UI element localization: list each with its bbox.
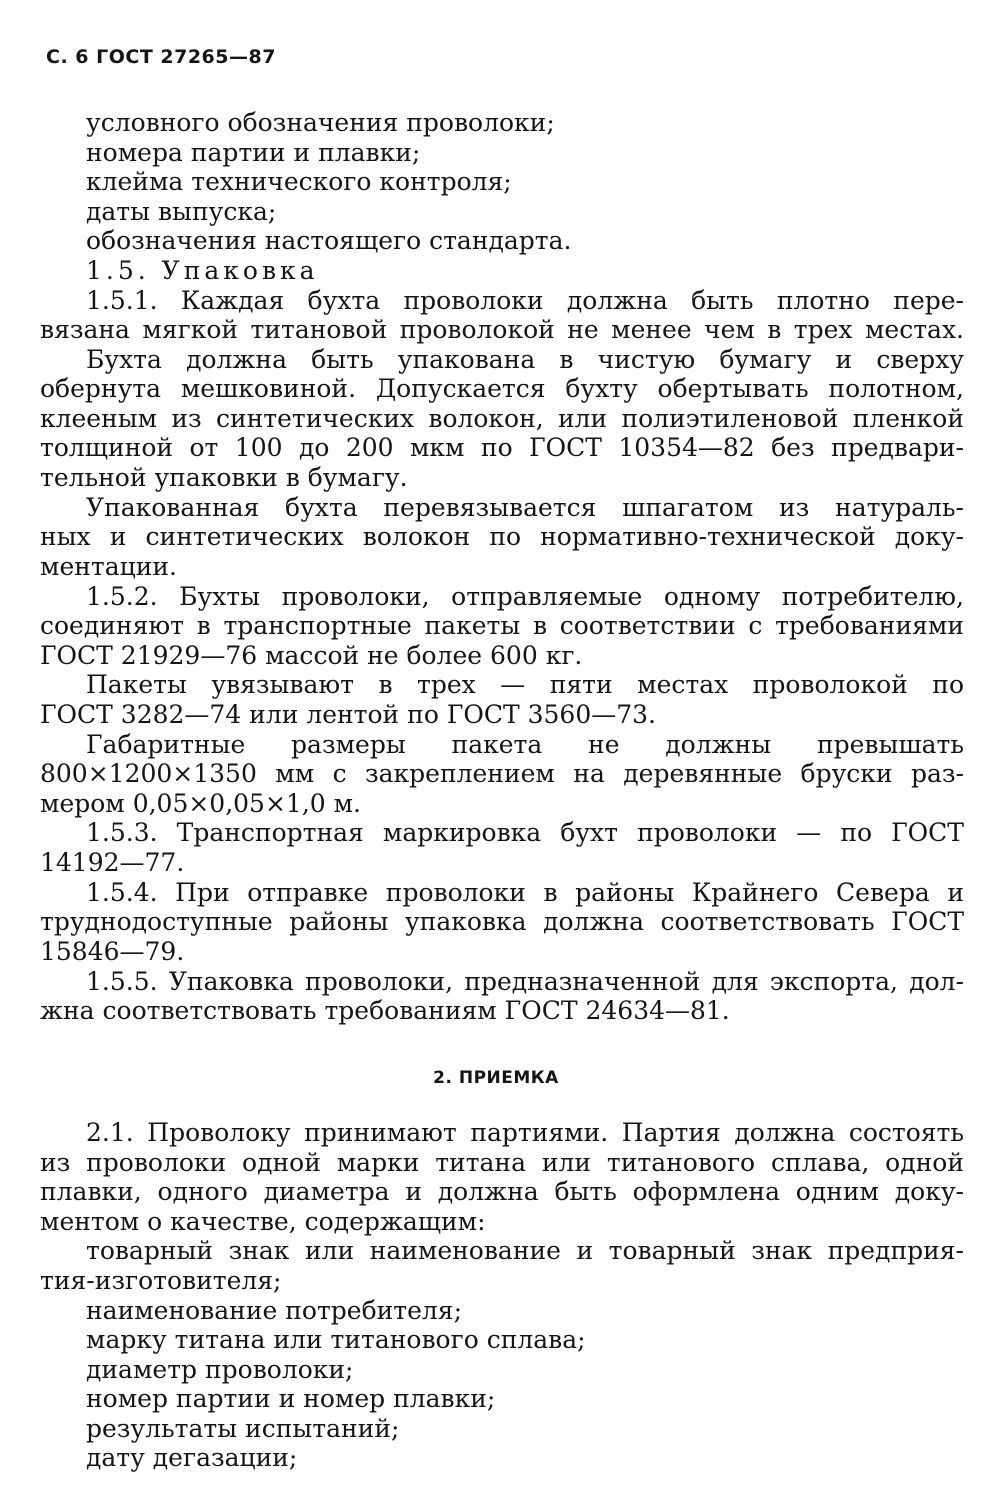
text-line: номер партии и номер плавки;	[86, 1384, 496, 1413]
text-line: 1.5.1. Каждая бухта проволоки должна быть плотно пере-	[86, 286, 964, 315]
text-line: условного обозначения проволоки;	[86, 108, 555, 137]
text-line: ГОСТ 21929—76 массой не более 600 кг.	[40, 641, 583, 670]
text-line: тия-изготовителя;	[40, 1266, 282, 1295]
text-line: наименование потребителя;	[86, 1296, 462, 1325]
subsection-title: 1.5. Упаковка	[86, 256, 319, 285]
text-line: ментом о качестве, содержащим:	[40, 1207, 486, 1236]
text-line: жна соответствовать требованиям ГОСТ 24634—81.	[40, 996, 730, 1025]
text-line: 15846—79.	[40, 937, 185, 966]
text-line: Упакованная бухта перевязывается шпагатом из натураль-	[86, 493, 964, 522]
text-line: толщиной от 100 до 200 мкм по ГОСТ 10354—82 без предвари-	[40, 433, 964, 462]
text-line: 1.5.5. Упаковка проволоки, предназначенной для экспорта, дол-	[86, 967, 964, 996]
text-line: 1.5.2. Бухты проволоки, отправляемые одному потребителю,	[86, 582, 964, 611]
text-line: дату дегазации;	[86, 1443, 298, 1472]
text-line: даты выпуска;	[86, 197, 277, 226]
text-line: марку титана или титанового сплава;	[86, 1325, 586, 1354]
text-line: результаты испытаний;	[86, 1414, 400, 1443]
text-line: соединяют в транспортные пакеты в соответствии с требованиями	[40, 611, 964, 640]
text-line: ментации.	[40, 552, 177, 581]
text-line: 2.1. Проволоку принимают партиями. Партия должна состоять	[86, 1118, 964, 1147]
text-line: Габаритные размеры пакета не должны превышать	[86, 730, 964, 759]
text-line: 800×1200×1350 мм с закреплением на деревянные бруски раз-	[40, 759, 964, 788]
text-line: обернута мешковиной. Допускается бухту обертывать полотном,	[40, 374, 964, 403]
text-line: обозначения настоящего стандарта.	[86, 226, 572, 255]
text-line: клееным из синтетических волокон, или полиэтиленовой пленкой	[40, 404, 964, 433]
text-line: диаметр проволоки;	[86, 1355, 354, 1384]
text-line: труднодоступные районы упаковка должна соответствовать ГОСТ	[40, 907, 964, 936]
text-line: из проволоки одной марки титана или титанового сплава, одной	[40, 1148, 964, 1177]
text-line: 1.5.4. При отправке проволоки в районы Крайнего Севера и	[86, 878, 964, 907]
text-line: вязана мягкой титановой проволокой не менее чем в трех местах.	[40, 315, 964, 344]
text-line: Пакеты увязывают в трех — пяти местах проволокой по	[86, 670, 964, 699]
text-line: 1.5.3. Транспортная маркировка бухт проволоки — по ГОСТ	[86, 818, 964, 847]
text-line: ГОСТ 3282—74 или лентой по ГОСТ 3560—73.	[40, 700, 657, 729]
text-line: клейма технического контроля;	[86, 167, 512, 196]
text-line: номера партии и плавки;	[86, 138, 421, 167]
page-header: С. 6 ГОСТ 27265—87	[46, 46, 276, 68]
text-line: товарный знак или наименование и товарный знак предприя-	[86, 1236, 964, 1265]
text-line: 14192—77.	[40, 848, 185, 877]
text-line: плавки, одного диаметра и должна быть оформлена одним доку-	[40, 1177, 964, 1206]
text-line: мером 0,05×0,05×1,0 м.	[40, 789, 362, 818]
text-line: ных и синтетических волокон по нормативно-технической доку-	[40, 522, 964, 551]
section-title: 2. ПРИЕМКА	[433, 1068, 559, 1088]
text-line: Бухта должна быть упакована в чистую бумагу и сверху	[86, 345, 964, 374]
text-line: тельной упаковки в бумагу.	[40, 463, 408, 492]
